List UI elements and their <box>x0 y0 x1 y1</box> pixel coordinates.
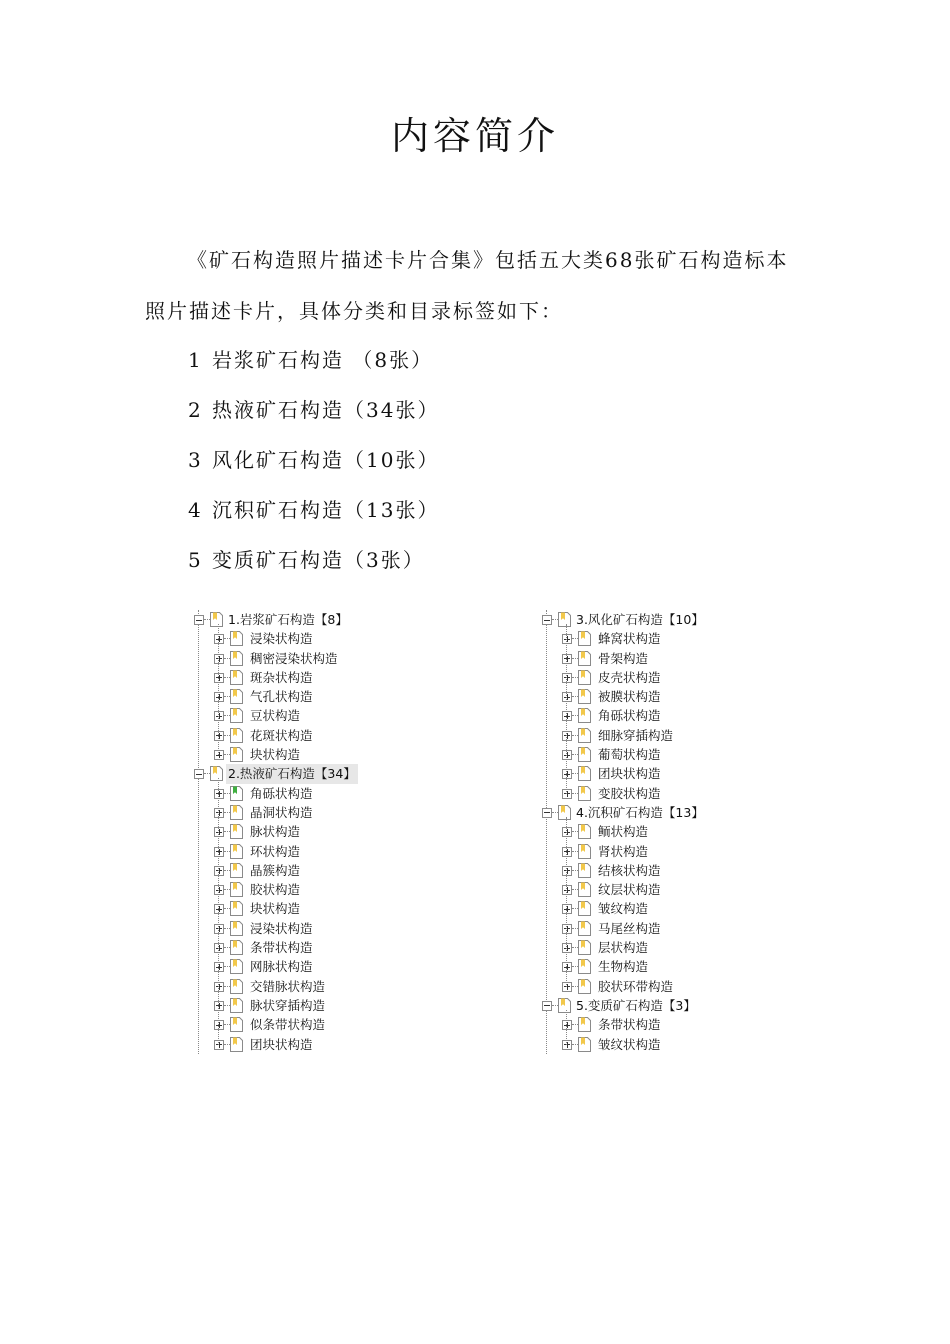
expand-icon[interactable] <box>214 1001 224 1011</box>
bookmark-icon <box>230 844 243 859</box>
expand-icon[interactable] <box>562 634 572 644</box>
bookmark-icon <box>578 979 591 994</box>
tree-item-label[interactable]: 层状构造 <box>598 940 649 956</box>
bookmark-icon <box>230 959 243 974</box>
tree-item-label[interactable]: 骨架构造 <box>598 650 649 666</box>
tree-item-label[interactable]: 被膜状构造 <box>598 689 661 705</box>
bookmark-icon <box>578 747 591 762</box>
tree-item-row[interactable] <box>192 957 372 976</box>
expand-icon[interactable] <box>562 827 572 837</box>
expand-icon[interactable] <box>214 904 224 914</box>
expand-icon[interactable] <box>562 847 572 857</box>
tree-vertical-connector <box>218 624 219 755</box>
expand-icon[interactable] <box>562 654 572 664</box>
tree-item-row[interactable] <box>540 687 720 706</box>
tree-item-label[interactable]: 块状构造 <box>250 901 301 917</box>
bookmark-icon <box>230 901 243 916</box>
tree-item-row[interactable] <box>192 649 372 668</box>
tree-vertical-connector <box>566 624 567 794</box>
bookmark-icon <box>230 1017 243 1032</box>
tree-vertical-connector <box>218 778 219 1044</box>
category-item <box>188 485 439 535</box>
tree-item-label[interactable]: 皱纹构造 <box>598 901 649 917</box>
tree-item-row[interactable] <box>192 1015 372 1034</box>
bookmark-icon <box>230 689 243 704</box>
expand-icon[interactable] <box>214 827 224 837</box>
tree-item-row[interactable] <box>192 668 372 687</box>
tree-item-row[interactable] <box>192 803 372 822</box>
tree-group-row[interactable] <box>192 764 372 783</box>
tree-item-row[interactable] <box>192 938 372 957</box>
bookmark-icon <box>558 998 571 1013</box>
category-item <box>188 535 439 585</box>
tree-item-label[interactable]: 条带状构造 <box>250 940 313 956</box>
bookmark-icon <box>558 805 571 820</box>
bookmark-icon <box>210 612 223 627</box>
tree-item-label[interactable]: 生物构造 <box>598 959 649 975</box>
bookmark-icon <box>558 612 571 627</box>
bookmark-icon <box>230 1037 243 1052</box>
tree-group-row[interactable] <box>540 996 720 1015</box>
tree-item-row[interactable] <box>540 784 720 803</box>
category-item <box>188 335 439 385</box>
tree-item-row[interactable] <box>192 842 372 861</box>
category-text: 沉积矿石构造（13张） <box>212 498 440 522</box>
tree-item-row[interactable] <box>540 919 720 938</box>
tree-item-label[interactable]: 变胶状构造 <box>598 785 661 801</box>
category-number: 1 <box>188 348 203 372</box>
bookmark-icon <box>578 959 591 974</box>
tree-item-row[interactable] <box>540 861 720 880</box>
tree-item-label[interactable]: 斑杂状构造 <box>250 669 313 685</box>
collapse-icon[interactable] <box>542 615 552 625</box>
bookmark-icon <box>578 940 591 955</box>
category-number: 5 <box>188 548 203 572</box>
tree-item-label[interactable]: 浸染状构造 <box>250 920 313 936</box>
expand-icon[interactable] <box>214 692 224 702</box>
tree-item-row[interactable] <box>192 899 372 918</box>
bookmark-icon <box>230 805 243 820</box>
tree-group-label[interactable]: 5.变质矿石构造【3】 <box>576 997 696 1013</box>
bookmark-icon <box>230 824 243 839</box>
tree-item-label[interactable]: 浸染状构造 <box>250 631 313 647</box>
bookmark-icon <box>578 708 591 723</box>
tree-group-row[interactable] <box>192 610 372 629</box>
tree-item-row[interactable] <box>540 842 720 861</box>
tree-item-row[interactable] <box>540 726 720 745</box>
category-text: 风化矿石构造（10张） <box>212 448 440 472</box>
tree-group-row[interactable] <box>540 610 720 629</box>
tree-item-row[interactable] <box>540 745 720 764</box>
collapse-icon[interactable] <box>194 615 204 625</box>
tree-group-label[interactable]: 3.风化矿石构造【10】 <box>576 612 704 627</box>
expand-icon[interactable] <box>214 750 224 760</box>
tree-item-row[interactable] <box>540 938 720 957</box>
tree-item-row[interactable] <box>192 687 372 706</box>
bookmark-icon <box>578 728 591 743</box>
bookmark-tree-left <box>192 610 372 1054</box>
bookmark-icon <box>578 651 591 666</box>
expand-icon[interactable] <box>562 924 572 934</box>
tree-item-label[interactable]: 胶状构造 <box>250 882 301 898</box>
collapse-icon[interactable] <box>542 808 552 818</box>
bookmark-icon <box>210 766 223 781</box>
expand-icon[interactable] <box>562 866 572 876</box>
tree-item-row[interactable] <box>192 861 372 880</box>
tree-item-row[interactable] <box>540 649 720 668</box>
expand-icon[interactable] <box>562 1020 572 1030</box>
intro-line-2: 照片描述卡片，具体分类和目录标签如下： <box>145 299 563 323</box>
expand-icon[interactable] <box>214 962 224 972</box>
category-text: 热液矿石构造（34张） <box>212 398 440 422</box>
category-item <box>188 435 439 485</box>
tree-item-label[interactable]: 豆状构造 <box>250 708 301 724</box>
bookmark-icon <box>230 651 243 666</box>
bookmark-icon <box>578 786 591 801</box>
expand-icon[interactable] <box>214 1020 224 1030</box>
tree-item-row[interactable] <box>540 668 720 687</box>
category-number: 4 <box>188 498 203 522</box>
bookmark-icon <box>578 824 591 839</box>
tree-item-label[interactable]: 晶洞状构造 <box>250 804 313 820</box>
tree-item-row[interactable] <box>540 629 720 648</box>
expand-icon[interactable] <box>562 692 572 702</box>
tree-item-label[interactable]: 马尾丝构造 <box>598 920 661 936</box>
expand-icon[interactable] <box>214 673 224 683</box>
tree-item-label[interactable]: 细脉穿插构造 <box>598 727 674 743</box>
expand-icon[interactable] <box>214 634 224 644</box>
tree-item-label[interactable]: 气孔状构造 <box>250 689 313 705</box>
bookmark-icon <box>230 747 243 762</box>
tree-item-row[interactable] <box>540 957 720 976</box>
expand-icon[interactable] <box>562 962 572 972</box>
bookmark-icon <box>578 1017 591 1032</box>
tree-item-label[interactable]: 交错脉状构造 <box>250 978 326 994</box>
bookmark-icon <box>230 786 243 801</box>
page-title: 内容简介 <box>390 114 559 158</box>
tree-item-label[interactable]: 环状构造 <box>250 843 301 859</box>
expand-icon[interactable] <box>214 943 224 953</box>
expand-icon[interactable] <box>214 1040 224 1050</box>
expand-icon[interactable] <box>214 789 224 799</box>
tree-item-row[interactable] <box>192 1035 372 1054</box>
tree-item-label[interactable]: 胶状环带构造 <box>598 978 674 994</box>
tree-item-label[interactable]: 团块状构造 <box>598 766 661 782</box>
tree-group-row[interactable] <box>540 803 720 822</box>
tree-item-label[interactable]: 脉状穿插构造 <box>250 997 326 1013</box>
tree-item-row[interactable] <box>540 706 720 725</box>
expand-icon[interactable] <box>562 1040 572 1050</box>
tree-group-label[interactable]: 1.岩浆矿石构造【8】 <box>228 612 348 627</box>
expand-icon[interactable] <box>562 750 572 760</box>
tree-group-label[interactable]: 4.沉积矿石构造【13】 <box>576 804 704 820</box>
tree-item-label[interactable]: 结核状构造 <box>598 862 661 878</box>
bookmark-icon <box>578 631 591 646</box>
expand-icon[interactable] <box>562 673 572 683</box>
bookmark-icon <box>230 670 243 685</box>
tree-item-row[interactable] <box>192 745 372 764</box>
bookmark-icon <box>230 728 243 743</box>
bookmark-icon <box>578 901 591 916</box>
category-number: 2 <box>188 398 203 422</box>
tree-item-row[interactable] <box>540 880 720 899</box>
bookmark-icon <box>578 766 591 781</box>
tree-item-label[interactable]: 皱纹状构造 <box>598 1036 661 1052</box>
tree-item-label[interactable]: 肾状构造 <box>598 843 649 859</box>
bookmark-icon <box>578 689 591 704</box>
tree-item-row[interactable] <box>540 899 720 918</box>
expand-icon[interactable] <box>214 924 224 934</box>
expand-icon[interactable] <box>562 711 572 721</box>
bookmark-icon <box>230 940 243 955</box>
tree-vertical-connector <box>566 817 567 987</box>
expand-icon[interactable] <box>562 885 572 895</box>
tree-item-row[interactable] <box>192 919 372 938</box>
category-number: 3 <box>188 448 203 472</box>
tree-item-row[interactable] <box>540 1035 720 1054</box>
tree-item-label[interactable]: 角砾状构造 <box>250 785 313 801</box>
expand-icon[interactable] <box>562 982 572 992</box>
tree-item-label[interactable]: 网脉状构造 <box>250 959 313 975</box>
category-text: 变质矿石构造（3张） <box>212 548 425 572</box>
tree-item-label[interactable]: 晶簇构造 <box>250 862 301 878</box>
bookmark-icon <box>578 844 591 859</box>
tree-item-row[interactable] <box>192 784 372 803</box>
bookmark-icon <box>230 882 243 897</box>
expand-icon[interactable] <box>562 769 572 779</box>
tree-item-label[interactable]: 脉状构造 <box>250 824 301 840</box>
expand-icon[interactable] <box>562 943 572 953</box>
tree-item-row[interactable] <box>540 764 720 783</box>
tree-item-label[interactable]: 稠密浸染状构造 <box>250 650 338 666</box>
bookmark-icon <box>230 863 243 878</box>
expand-icon[interactable] <box>214 847 224 857</box>
expand-icon[interactable] <box>214 711 224 721</box>
tree-item-label[interactable]: 皮壳状构造 <box>598 669 661 685</box>
tree-item-row[interactable] <box>540 822 720 841</box>
collapse-icon[interactable] <box>194 769 204 779</box>
tree-item-label[interactable]: 鲕状构造 <box>598 824 649 840</box>
expand-icon[interactable] <box>214 866 224 876</box>
bookmark-icon <box>230 979 243 994</box>
tree-item-label[interactable]: 蜂窝状构造 <box>598 631 661 647</box>
bookmark-icon <box>578 882 591 897</box>
tree-item-label[interactable]: 葡萄状构造 <box>598 747 661 763</box>
tree-group-label[interactable]: 2.热液矿石构造【34】 <box>226 764 358 783</box>
tree-item-row[interactable] <box>192 726 372 745</box>
intro-line-1 <box>145 233 815 287</box>
expand-icon[interactable] <box>562 789 572 799</box>
intro-line-1-text: 《矿石构造照片描述卡片合集》包括五大类68张矿石构造标本 <box>187 248 789 272</box>
tree-item-row[interactable] <box>192 629 372 648</box>
tree-item-row[interactable] <box>192 977 372 996</box>
bookmark-icon <box>578 1037 591 1052</box>
expand-icon[interactable] <box>214 808 224 818</box>
bookmark-icon <box>230 921 243 936</box>
tree-item-label[interactable]: 块状构造 <box>250 747 301 763</box>
tree-item-row[interactable] <box>192 706 372 725</box>
expand-icon[interactable] <box>214 731 224 741</box>
category-list <box>188 335 439 585</box>
collapse-icon[interactable] <box>542 1001 552 1011</box>
tree-item-row[interactable] <box>192 880 372 899</box>
bookmark-icon <box>230 708 243 723</box>
bookmark-icon <box>230 998 243 1013</box>
tree-item-row[interactable] <box>540 1015 720 1034</box>
tree-item-label[interactable]: 角砾状构造 <box>598 708 661 724</box>
tree-vertical-connector <box>566 1010 567 1045</box>
tree-item-row[interactable] <box>540 977 720 996</box>
tree-item-row[interactable] <box>192 996 372 1015</box>
tree-item-row[interactable] <box>192 822 372 841</box>
expand-icon[interactable] <box>562 904 572 914</box>
bookmark-icon <box>578 921 591 936</box>
tree-item-label[interactable]: 纹层状构造 <box>598 882 661 898</box>
expand-icon[interactable] <box>214 654 224 664</box>
tree-item-label[interactable]: 花斑状构造 <box>250 727 313 743</box>
bookmark-tree-right <box>540 610 720 1054</box>
expand-icon[interactable] <box>214 885 224 895</box>
tree-item-label[interactable]: 条带状构造 <box>598 1017 661 1033</box>
tree-item-label[interactable]: 团块状构造 <box>250 1036 313 1052</box>
expand-icon[interactable] <box>562 731 572 741</box>
category-text: 岩浆矿石构造 （8张） <box>212 348 434 372</box>
expand-icon[interactable] <box>214 982 224 992</box>
tree-item-label[interactable]: 似条带状构造 <box>250 1017 326 1033</box>
category-item <box>188 385 439 435</box>
bookmark-icon <box>578 863 591 878</box>
bookmark-icon <box>230 631 243 646</box>
bookmark-icon <box>578 670 591 685</box>
